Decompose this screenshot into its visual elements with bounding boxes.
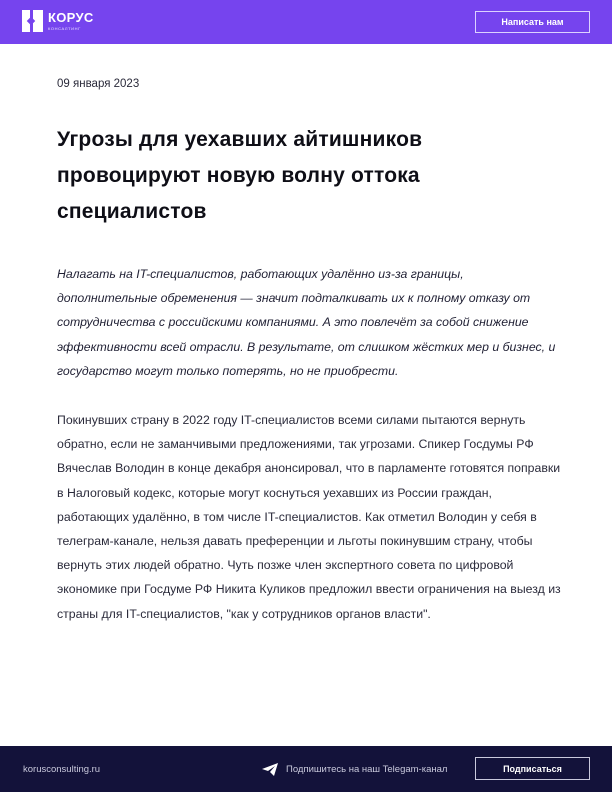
footer-bar: [0, 746, 612, 792]
write-to-us-button[interactable]: Написать нам: [475, 11, 590, 33]
subscribe-button[interactable]: Подписаться: [475, 757, 590, 780]
korus-logo-icon: [22, 10, 43, 32]
logo-subtitle: КОНСАЛТИНГ: [48, 25, 81, 31]
article-date: 09 января 2023: [57, 78, 140, 90]
telegram-subscribe-text: Подпишитесь на наш Telegam-канал: [286, 764, 448, 775]
article-lead: Налагать на IT-специалистов, работающих удалённо из-за границы, дополнительные обременения — значит подталкивать их к полному отказу от сотрудничества с российскими компаниями. А это повлечёт за собой снижение эффективности всей отрасли. В результате, от слишком жёстких мер и бизнес, и государство могут только потерять, но не приобрести.: [57, 267, 556, 378]
header-bar: [0, 0, 612, 44]
telegram-icon: [262, 763, 278, 776]
korus-logo[interactable]: [22, 10, 94, 32]
article-title: Угрозы для уехавших айтишников провоцируют новую волну оттока специалистов: [57, 128, 423, 223]
site-link[interactable]: korusconsulting.ru: [23, 764, 101, 775]
article-body: Покинувших страну в 2022 году IT-специалистов всеми силами пытаются вернуть обратно, если не заманчивыми предложениями, так угрозами. Спикер Госдумы РФ Вячеслав Володин в конце декабря анонсировал, что в парламенте готовятся поправки в Налоговый кодекс, которые могут коснуться уехавших из России граждан, работающих удалённо, в том числе IT-специалистов. Как отметил Володин у себя в телеграм-канале, нельзя давать преференции и льготы покинувшим страну, чтобы вернуть этих людей обратно. Чуть позже член экспертного совета по цифровой экономике при Госдуме РФ Никита Куликов предложил ввести ограничения на выезд из страны для IT-специалистов, "как у сотрудников органов власти".: [57, 413, 561, 621]
logo-name: КОРУС: [48, 9, 94, 25]
